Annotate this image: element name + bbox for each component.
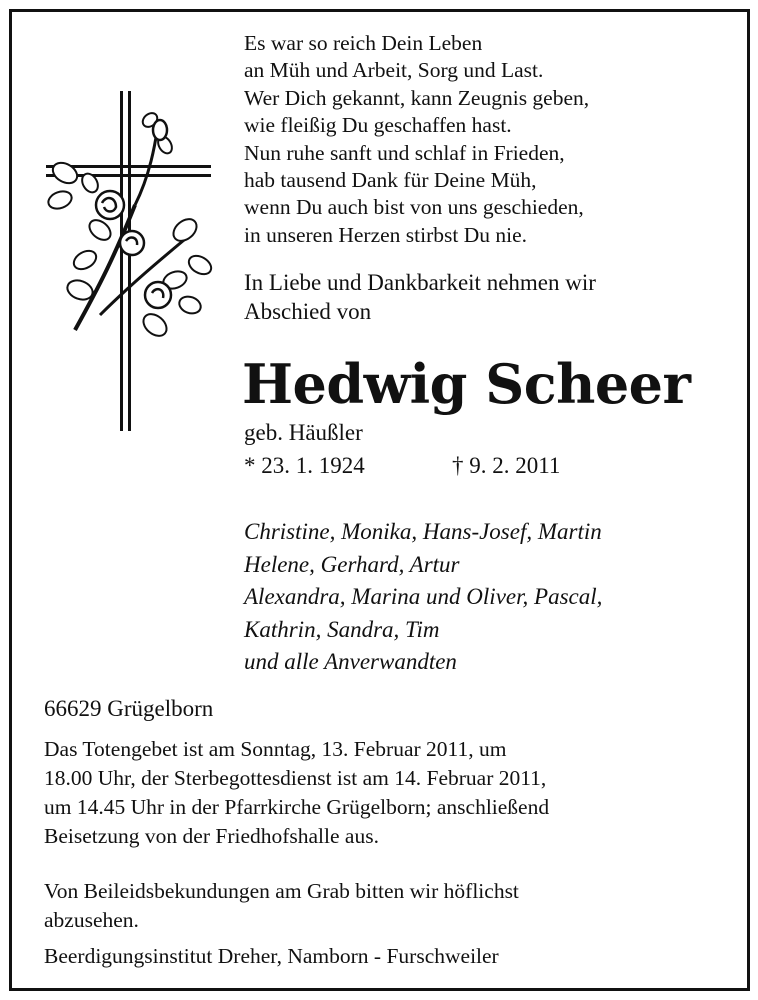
intro-line: In Liebe und Dankbarkeit nehmen wir xyxy=(244,270,596,295)
mourner-line: Helene, Gerhard, Artur xyxy=(244,551,460,577)
poem-line: an Müh und Arbeit, Sorg und Last. xyxy=(244,58,544,83)
deceased-name: Hedwig Scheer xyxy=(242,352,691,416)
poem-line: Wer Dich gekannt, kann Zeugnis geben, xyxy=(244,85,590,110)
notice-line: Beisetzung von der Friedhofshalle aus. xyxy=(44,824,379,848)
mourner-line: Christine, Monika, Hans-Josef, Martin xyxy=(244,519,602,544)
cross-with-roses-icon xyxy=(40,85,215,435)
notice-line: um 14.45 Uhr in der Pfarrkirche Grügelborn; anschließend xyxy=(44,795,550,819)
condolence-line: abzusehen. xyxy=(44,908,139,932)
memorial-poem xyxy=(244,30,589,249)
condolence-line: Von Beileidsbekundungen am Grab bitten wir höflichst xyxy=(44,879,519,903)
death-date: † 9. 2. 2011 xyxy=(452,453,561,478)
farewell-intro xyxy=(244,268,596,326)
intro-line: Abschied von xyxy=(244,299,372,324)
location: 66629 Grügelborn xyxy=(44,696,214,721)
poem-line: wie fleißig Du geschaffen hast. xyxy=(244,113,512,138)
life-dates xyxy=(244,453,561,479)
mourner-line: Kathrin, Sandra, Tim xyxy=(244,616,440,642)
notice-line: Das Totengebet ist am Sonntag, 13. Februar 2011, um xyxy=(44,737,507,761)
mourners-list xyxy=(244,516,602,679)
poem-line: hab tausend Dank für Deine Müh, xyxy=(244,168,537,193)
funeral-home: Beerdigungsinstitut Dreher, Namborn - Furschweiler xyxy=(44,944,499,968)
service-notice xyxy=(44,735,549,851)
poem-line: in unseren Herzen stirbst Du nie. xyxy=(244,222,528,247)
condolence-note xyxy=(44,877,519,935)
birth-name: geb. Häußler xyxy=(244,420,363,445)
poem-line: Es war so reich Dein Leben xyxy=(244,31,483,55)
poem-line: Nun ruhe sanft und schlaf in Frieden, xyxy=(244,140,565,165)
birth-date: * 23. 1. 1924 xyxy=(244,453,365,478)
mourner-line: und alle Anverwandten xyxy=(244,649,457,674)
mourner-line: Alexandra, Marina und Oliver, Pascal, xyxy=(244,584,603,609)
notice-line: 18.00 Uhr, der Sterbegottesdienst ist am 14. Februar 2011, xyxy=(44,766,547,790)
poem-line: wenn Du auch bist von uns geschieden, xyxy=(244,195,584,220)
